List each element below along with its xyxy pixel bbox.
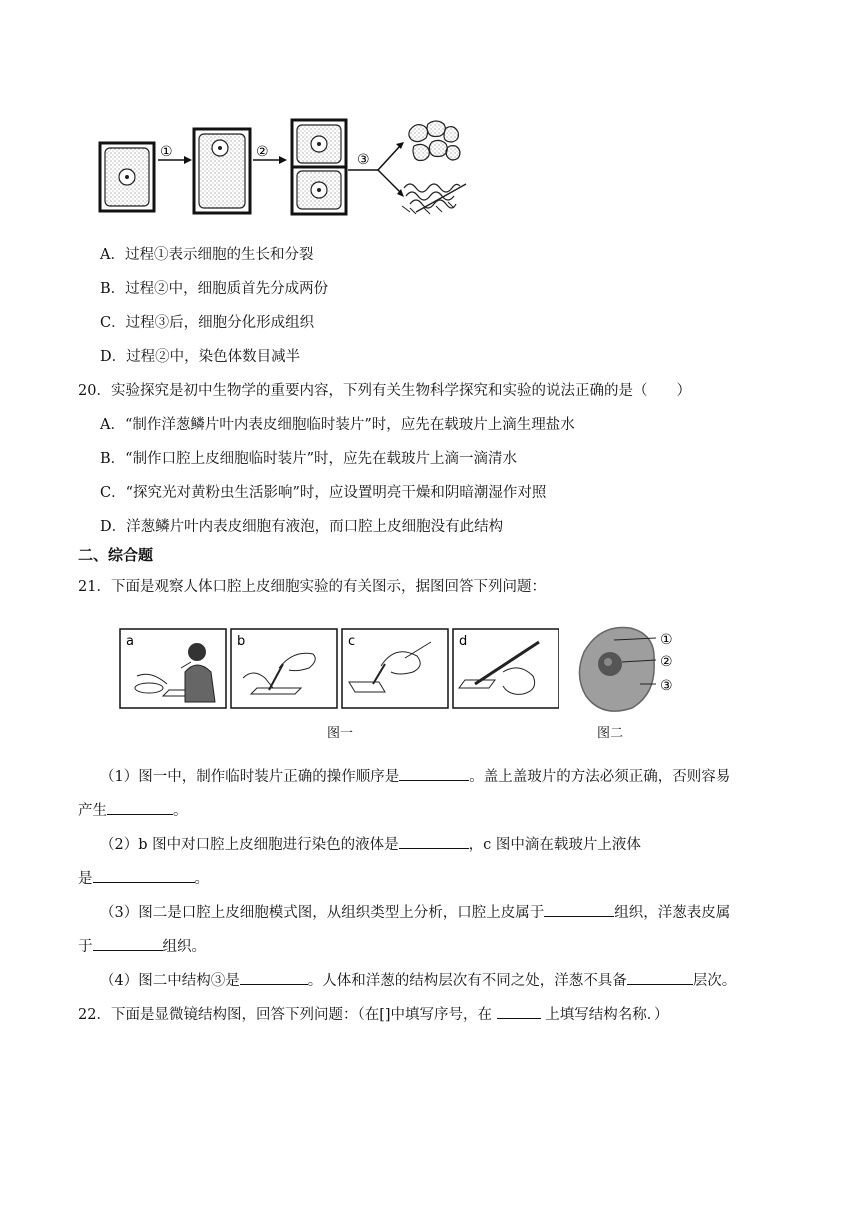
cell-stage-3 — [292, 120, 346, 214]
cell-label-2: ② — [660, 654, 673, 670]
answer-blank[interactable] — [240, 969, 308, 985]
answer-blank[interactable] — [107, 799, 173, 815]
q21-part1-line1 — [100, 765, 730, 787]
answer-blank[interactable] — [399, 833, 469, 849]
section-heading: 二、综合题 — [78, 546, 154, 564]
answer-blank[interactable] — [497, 1003, 541, 1019]
q20-option-a: A．“制作洋葱鳞片叶内表皮细胞临时装片”时，应先在载玻片上滴生理盐水 — [100, 417, 575, 433]
panel-d-label: d — [459, 634, 468, 649]
q19-option-b: B．过程②中，细胞质首先分成两份 — [100, 281, 329, 297]
q21-part4-line — [100, 969, 736, 991]
q21-p1-text-d: 。 — [173, 803, 188, 819]
cell-stage-2 — [194, 129, 250, 213]
q21-part1-line2 — [78, 799, 188, 821]
figure-2-caption: 图二 — [597, 726, 624, 741]
q21-p4-text-c: 层次。 — [692, 973, 737, 989]
q21-part3-line2 — [78, 935, 206, 957]
q21-p2-text-b: ，c 图中滴在载玻片上液体 — [468, 837, 641, 853]
figure-2-cell — [570, 622, 686, 718]
answer-blank[interactable] — [93, 935, 163, 951]
q22-text-a: 22．下面是显微镜结构图，回答下列问题：（在[]中填写序号，在 — [78, 1007, 493, 1023]
tissue-round-cells — [409, 121, 460, 161]
q21-p2-text-c: 是 — [78, 871, 93, 887]
panel-c-label: c — [348, 634, 356, 649]
q21-p3-text-d: 组织。 — [162, 939, 206, 955]
q21-p2-text-d: 。 — [194, 871, 209, 887]
q21-p3-text-a: （3）图二是口腔上皮细胞模式图，从组织类型上分析，口腔上皮属于 — [100, 905, 545, 921]
q22-stem — [78, 1003, 668, 1025]
figure-1-caption: 图一 — [327, 726, 354, 741]
answer-blank[interactable] — [93, 867, 195, 883]
answer-blank[interactable] — [627, 969, 693, 985]
q21-p4-text-b: 。人体和洋葱的结构层次有不同之处，洋葱不具备 — [307, 973, 627, 989]
q21-part2-line1 — [100, 833, 641, 855]
q20-option-b: B．“制作口腔上皮细胞临时装片”时，应先在载玻片上滴一滴清水 — [100, 451, 517, 467]
q21-stem: 21．下面是观察人体口腔上皮细胞实验的有关图示，据图回答下列问题： — [78, 579, 546, 595]
q21-p3-text-b: 组织，洋葱表皮属 — [614, 905, 731, 921]
q20-option-d: D．洋葱鳞片叶内表皮细胞有液泡，而口腔上皮细胞没有此结构 — [100, 519, 504, 535]
q21-p2-text-a: （2）b 图中对口腔上皮细胞进行染色的液体是 — [100, 837, 399, 853]
panel-a-label: a — [126, 634, 134, 649]
q22-text-b: 上填写结构名称．） — [545, 1007, 669, 1023]
figure-1-panels — [119, 628, 559, 710]
cell-label-3: ③ — [660, 678, 673, 694]
q21-p3-text-c: 于 — [78, 939, 93, 955]
panel-a — [120, 629, 226, 708]
panel-c — [342, 629, 448, 708]
panel-b — [231, 629, 337, 708]
tissue-layered-cells — [402, 184, 466, 214]
step-1-label: ① — [160, 144, 173, 160]
q21-p1-text-c: 产生 — [78, 803, 107, 819]
step-2-label: ② — [256, 144, 269, 160]
cell-stage-1 — [100, 143, 154, 211]
q21-part3-line1 — [100, 901, 730, 923]
answer-blank[interactable] — [544, 901, 614, 917]
q20-stem: 20．实验探究是初中生物学的重要内容，下列有关生物科学探究和实验的说法正确的是（ ） — [78, 383, 691, 399]
q21-p1-text-b: 。盖上盖玻片的方法必须正确，否则容易 — [469, 769, 731, 785]
q21-p1-text-a: （1）图一中，制作临时装片正确的操作顺序是 — [100, 769, 400, 785]
q19-option-c: C．过程③后，细胞分化形成组织 — [100, 315, 315, 331]
q19-option-a: A．过程①表示细胞的生长和分裂 — [100, 247, 314, 263]
q19-option-d: D．过程②中，染色体数目减半 — [100, 349, 301, 365]
q20-option-c: C．“探究光对黄粉虫生活影响”时，应设置明亮干燥和阴暗潮湿作对照 — [100, 485, 547, 501]
answer-blank[interactable] — [399, 765, 469, 781]
step-3-label: ③ — [357, 152, 370, 168]
cell-label-1: ① — [660, 632, 673, 648]
cell-division-figure — [98, 116, 470, 216]
panel-d — [453, 629, 559, 708]
q21-p4-text-a: （4）图二中结构③是 — [100, 973, 240, 989]
panel-b-label: b — [237, 634, 246, 649]
q21-part2-line2 — [78, 867, 209, 889]
